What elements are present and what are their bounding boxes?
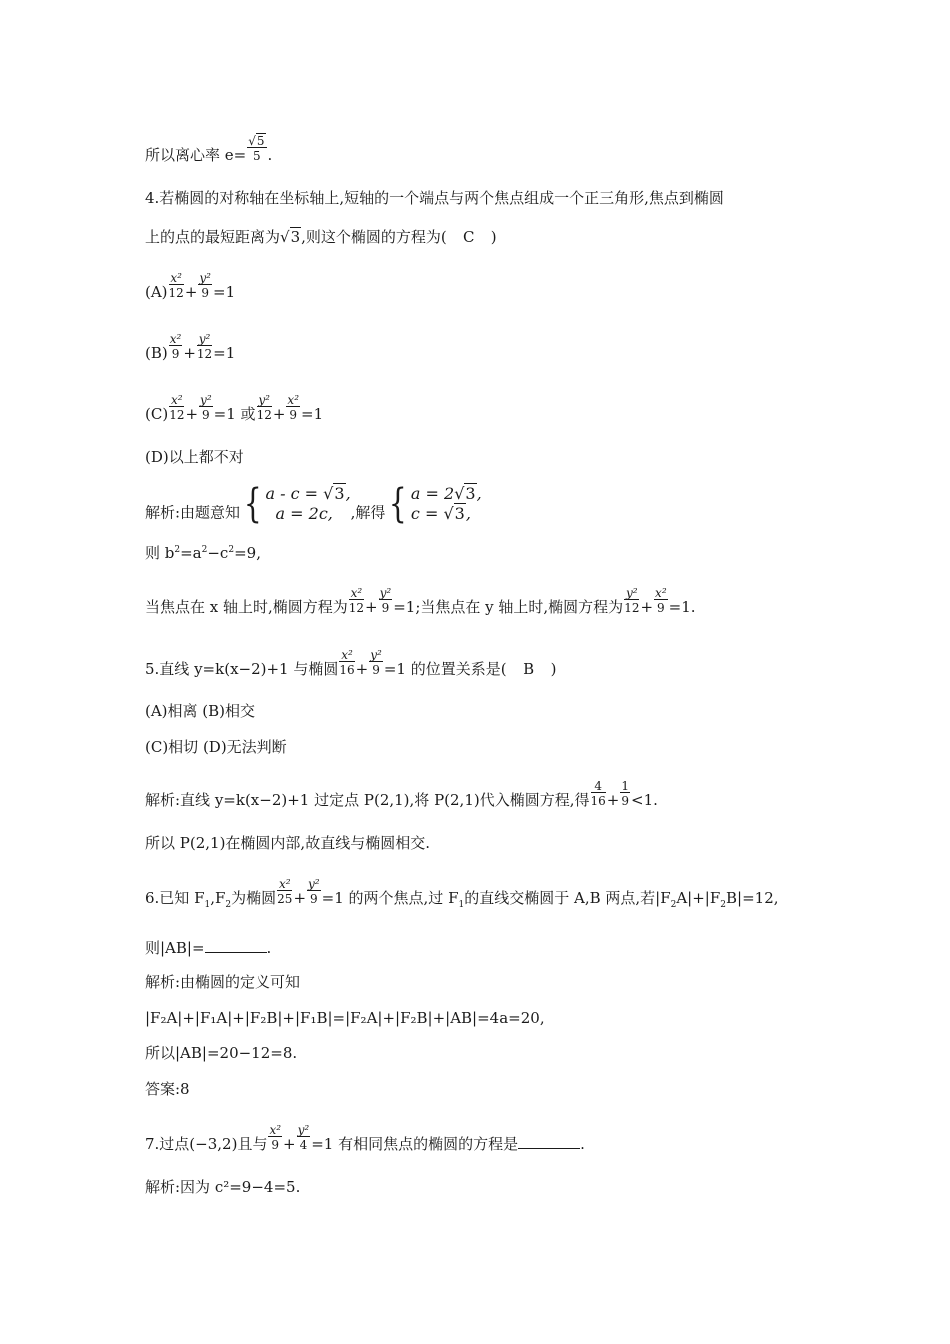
- question-5: 5.直线 y=k(x−2)+1 与椭圆 $\frac{\text{x²}}{16}$ + $\frac{\text{y²}}{9}$ =1 的位置关系是( B ): [145, 648, 557, 678]
- solution-5-line-2: 所以 P(2,1)在椭圆内部,故直线与椭圆相交.: [145, 834, 430, 852]
- question-5-options-ab: (A)相离 (B)相交: [145, 702, 256, 720]
- answer-blank[interactable]: [518, 1134, 580, 1149]
- solution-6-line-2: |F₂A|+|F₁A|+|F₂B|+|F₁B|=|F₂A|+|F₂B|+|AB|=4a=20,: [145, 1009, 545, 1027]
- solution-6-line-1: 解析:由椭圆的定义可知: [145, 973, 301, 991]
- question-6-line-2: 则|AB|= .: [145, 939, 272, 957]
- question-5-options-cd: (C)相切 (D)无法判断: [145, 738, 287, 756]
- solution-4-system: 解析:由题意知 { a - c = √3, a = 2c, ,解得 { a = 2√3, c = √3,: [145, 481, 482, 527]
- solution-6-line-3: 所以|AB|=20−12=8.: [145, 1044, 298, 1062]
- answer-mark: B: [523, 660, 535, 678]
- answer-blank[interactable]: [205, 938, 267, 953]
- option-b: (B) $\frac{\text{x²}}{9}$ + $\frac{\text{y²}}{12}$ =1: [145, 332, 236, 362]
- eccentricity-text: 所以离心率 e=: [145, 146, 247, 164]
- option-c: (C) $\frac{\text{x²}}{12}$ + $\frac{\text{y²}}{9}$ =1 或 $\frac{\text{y²}}{12}$ + $\frac{\text{x²}}{9}$ =1: [145, 393, 324, 423]
- equation-system-2: { a = 2√3, c = √3,: [389, 481, 482, 527]
- question-4-line-1: 4.若椭圆的对称轴在坐标轴上,短轴的一个端点与两个焦点组成一个正三角形,焦点到椭圆: [145, 189, 724, 207]
- solution-7: 解析:因为 c²=9−4=5.: [145, 1178, 301, 1196]
- sqrt-3: √3: [280, 228, 301, 246]
- eccentricity-line: 所以离心率 e= $\frac{√5}{5}$ .: [145, 134, 273, 164]
- answer-mark: C: [463, 228, 475, 246]
- solution-4-conclusion: 当焦点在 x 轴上时,椭圆方程为 $\frac{\text{x²}}{12}$ + $\frac{\text{y²}}{9}$ =1;当焦点在 y 轴上时,椭圆方程为 $\frac{\text{y²}}{12}$ + $\frac{\text{x²}}{9}$ =1.: [145, 586, 696, 616]
- question-4-line-2: 上的点的最短距离为√3,则这个椭圆的方程为( C ): [145, 228, 497, 246]
- solution-4-b-squared: 则 $b^2=a^2-c^2=9$,: [145, 544, 261, 562]
- eccentricity-fraction: $\frac{√5}{5}$: [248, 134, 265, 163]
- question-7: 7.过点(−3,2)且与 $\frac{\text{x²}}{9}$ + $\frac{\text{y²}}{4}$ =1 有相同焦点的椭圆的方程是 .: [145, 1123, 585, 1153]
- question-6-line-1: 6.已知 $F_1,F_2$为椭圆 $\frac{\text{x²}}{25}$ + $\frac{\text{y²}}{9}$ =1 的两个焦点,过 $F_1$的直线交椭圆于 A,B 两点,若$|F_2A|+|F_2B|=12$,: [145, 877, 779, 910]
- option-a: (A) $\frac{\text{x²}}{12}$ + $\frac{\text{y²}}{9}$ =1: [145, 271, 236, 301]
- option-d: (D)以上都不对: [145, 448, 244, 466]
- solution-6-answer: 答案:8: [145, 1080, 190, 1098]
- solution-5-line-1: 解析:直线 y=k(x−2)+1 过定点 P(2,1),将 P(2,1)代入椭圆方程,得 $\frac{4}{16}$ + $\frac{1}{9}$ <1.: [145, 779, 658, 809]
- equation-system-1: { a - c = √3, a = 2c,: [243, 481, 351, 527]
